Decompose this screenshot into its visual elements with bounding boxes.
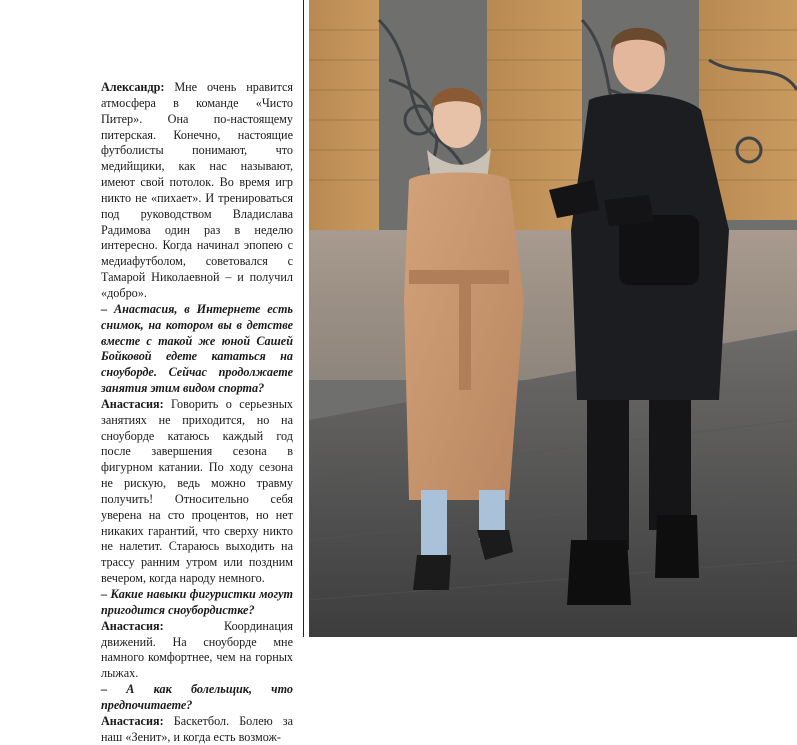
paragraph-answer-2 <box>101 397 293 587</box>
speaker-label: Анастасия: <box>101 618 164 633</box>
answer-text: Мне очень нравится атмосфера в команде «Чисто Питер». Она по-настоящему питерская. Конечно, настоящие футболисты понимают, что медийщики, как нас называют, имеют свой потолок. Во время игр никто не «пихает». И тренироваться под руководством Владислава Радимова один раз в неделю интересно. Когда начинал эпопею с медиафутболом, советовался с Тамарой Николаевной – и получил «добро». <box>101 80 293 300</box>
speaker-label: Анастасия: <box>101 396 164 411</box>
question-1: – Анастасия, в Интернете есть снимок, на котором вы в детстве вместе с такой же юной Сашей Бойковой едете кататься на сноуборде. Сейчас продолжаете занятия этим видом спорта? <box>101 301 293 396</box>
column-divider <box>303 0 304 637</box>
question-2: – Какие навыки фигуристки могут пригодится сноубордистке? <box>101 587 293 617</box>
paragraph-answer-3 <box>101 619 293 682</box>
brick-column-left <box>309 0 379 260</box>
photo-illustration <box>309 0 797 637</box>
paragraph-answer-4 <box>101 714 293 745</box>
couple-walking-photo <box>309 0 797 637</box>
article-text-column <box>101 80 293 745</box>
speaker-label: Александр: <box>101 80 165 94</box>
answer-text: Баскетбол. Болею за наш «Зенит», и когда есть возмож- <box>101 713 293 744</box>
answer-text: Координация движений. На сноуборде мне намного комфортнее, чем на горных лыжах. <box>101 618 293 681</box>
speaker-label: Анастасия: <box>101 713 164 728</box>
paragraph-answer-1 <box>101 80 293 302</box>
answer-text: Говорить о серьезных занятиях не приходится, но на сноуборде катаюсь каждый год после завершения сезона в фигурном катании. По ходу сезона не рискую, ведь можно травму получить! Относительно себя уверена на сто процентов, но нет никаких гарантий, что сверху никто не налетит. Стараюсь выходить на трассу ранним утром или поздним вечером, когда народу немного. <box>101 396 293 586</box>
question-3: – А как болельщик, что предпочитаете? <box>101 682 293 712</box>
